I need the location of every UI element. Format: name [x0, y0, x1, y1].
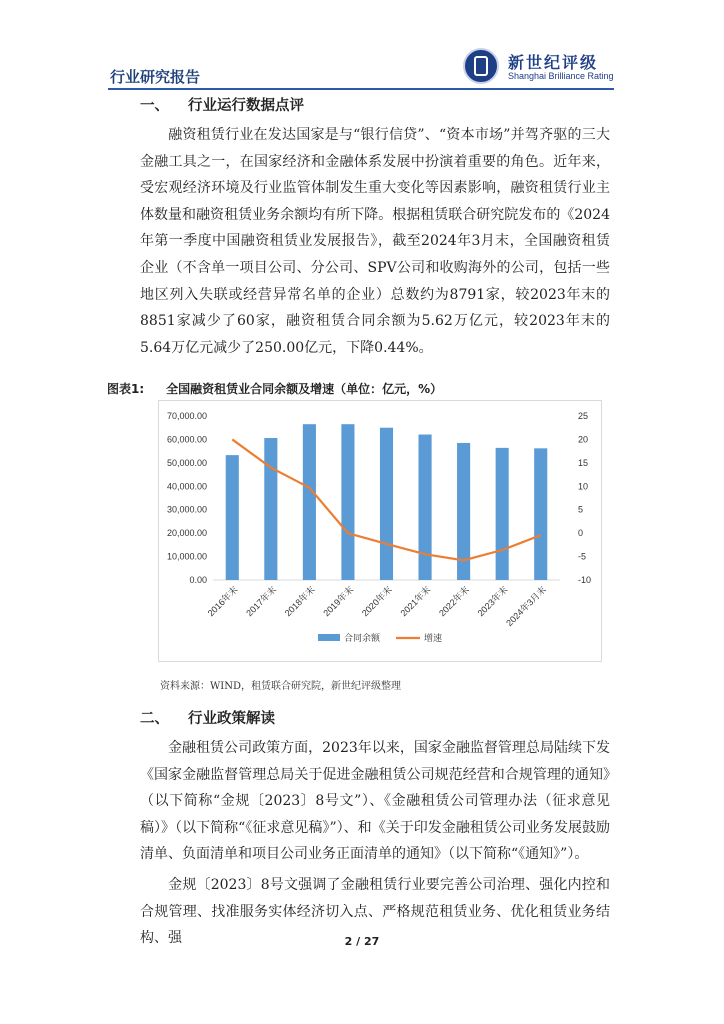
header-divider — [108, 88, 614, 90]
y-left-tick-label: 20,000.00 — [166, 528, 207, 539]
y-right-tick-label: 25 — [578, 411, 589, 421]
y-left-tick-label: 60,000.00 — [166, 434, 207, 445]
bar-contract-balance — [496, 448, 509, 580]
y-right-tick-label: 0 — [578, 528, 584, 539]
legend-swatch-bar — [318, 634, 340, 641]
logo-mark — [474, 56, 488, 76]
y-right-tick-label: 10 — [578, 481, 589, 492]
legend-label-line: 增速 — [424, 634, 443, 644]
report-type-label: 行业研究报告 — [110, 68, 201, 86]
section-number: 二、 — [140, 711, 169, 727]
section-2-paragraph-1 — [140, 735, 610, 868]
bar-contract-balance — [264, 438, 277, 580]
bar-contract-balance — [341, 424, 354, 580]
y-left-tick-label: 50,000.00 — [166, 457, 207, 468]
legend-label-bar: 合同余额 — [344, 634, 381, 644]
y-right-tick-label: -5 — [578, 551, 587, 562]
paragraph-text: 融资租赁行业在发达国家是与“银行信贷”、“资本市场”并驾齐驱的三大金融工具之一，在国家经济和金融体系发展中扮演着重要的角色。近年来，受宏观经济环境及行业监管体制发生重大变化等因素影响，融资租赁行业主体数量和融资租赁业务余额均有所下降。根据租赁联合研究院发布的《2024年第一季度中国融资租赁业发展报告》，截至2024年3月末，全国融资租赁企业（不含单一项目公司、分公司、SPV公司和收购海外的公司，包括一些地区列入失联或经营异常名单的企业）总数约为8791家，较2023年末的8851家减少了60家，融资租赁合同余额为5.62万亿元，较2023年末的5.64万亿元减少了250.00亿元，下降0.44%。 — [140, 127, 610, 356]
section-title: 行业政策解读 — [188, 711, 275, 727]
y-left-tick-label: 10,000.00 — [166, 551, 207, 562]
y-right-tick-label: -10 — [578, 575, 592, 585]
bar-contract-balance — [226, 455, 239, 580]
x-tick-label: 2021年末 — [398, 584, 433, 619]
section-2-heading — [140, 707, 275, 728]
y-left-tick-label: 0.00 — [189, 575, 207, 585]
paragraph-text: 金融租赁公司政策方面，2023年以来，国家金融监督管理总局陆续下发《国家金融监督管理总局关于促进金融租赁公司规范经营和合规管理的通知》（以下简称“金规〔2023〕8号文”）、《金融租赁公司管理办法（征求意见稿）》（以下简称“《征求意见稿》”）、和《关于印发金融租赁公司业务发展鼓励清单、负面清单和项目公司业务正面清单的通知》（以下简称“《通知》”）。 — [140, 740, 610, 863]
figure-caption — [107, 380, 442, 397]
x-tick-label: 2023年末 — [475, 584, 510, 619]
x-tick-label: 2018年末 — [282, 584, 317, 619]
x-tick-label: 2022年末 — [437, 584, 472, 619]
y-left-tick-label: 70,000.00 — [166, 411, 207, 421]
section-title: 行业运行数据点评 — [188, 98, 304, 114]
x-tick-label: 2019年末 — [321, 584, 356, 619]
section-1-paragraph — [140, 122, 610, 361]
y-right-tick-label: 20 — [578, 434, 589, 445]
y-left-tick-label: 30,000.00 — [166, 504, 207, 515]
section-1-heading — [140, 94, 304, 115]
y-left-tick-label: 40,000.00 — [166, 481, 207, 492]
paragraph-text: 金规〔2023〕8号文强调了金融租赁行业要完善公司治理、强化内控和合规管理、找准服务实体经济切入点、严格规范租赁业务、优化租赁业务结构、强 — [140, 877, 610, 947]
bar-contract-balance — [419, 435, 432, 580]
brand-name-en: Shanghai Brilliance Rating — [508, 71, 614, 81]
x-tick-label: 2020年末 — [359, 584, 394, 619]
contract-balance-chart — [158, 400, 602, 662]
x-tick-label: 2024年3月末 — [504, 584, 549, 629]
figure-source: 资料来源：WIND，租赁联合研究院，新世纪评级整理 — [160, 681, 401, 692]
page-number: 2 / 27 — [344, 935, 380, 948]
y-right-tick-label: 15 — [578, 457, 589, 468]
figure-label: 图表1: — [107, 382, 145, 396]
bar-contract-balance — [380, 428, 393, 580]
x-tick-label: 2017年末 — [244, 584, 279, 619]
bar-contract-balance — [534, 448, 547, 580]
bar-contract-balance — [303, 424, 316, 580]
x-tick-label: 2016年末 — [205, 584, 240, 619]
y-right-tick-label: 5 — [578, 504, 584, 515]
figure-title: 全国融资租赁业合同余额及增速（单位：亿元，%） — [166, 382, 443, 396]
section-number: 一、 — [140, 98, 169, 114]
brand-name-cn: 新世纪评级 — [508, 53, 599, 72]
brand-logo-icon — [463, 48, 499, 84]
